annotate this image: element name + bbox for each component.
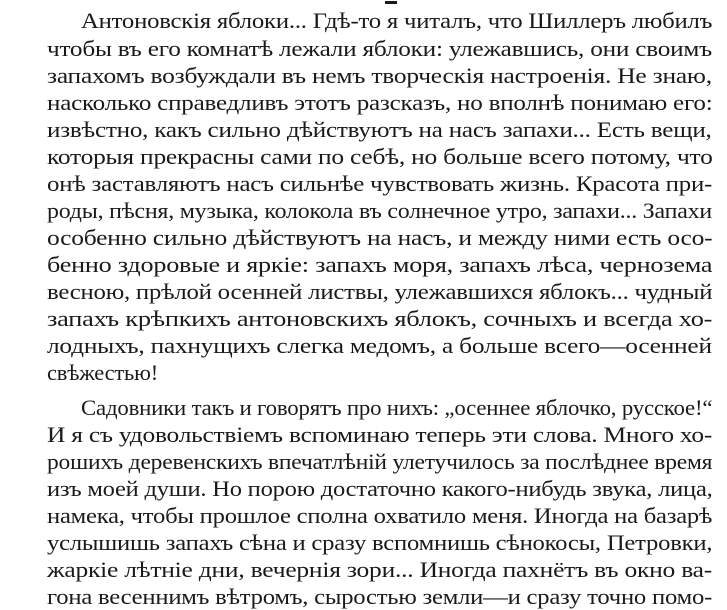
text-line: услышишь запахъ сѣна и сразу вспомнишь сѣнокосы, Петровки, <box>47 530 713 555</box>
text-line: Садовники такъ и говорятъ про нихъ: „осеннее яблочко, русское!“ <box>81 395 713 420</box>
text-line: намека, чтобы прошлое сполна охватило меня. Иногда на базарѣ <box>47 503 713 528</box>
text-line: роды, пѣсня, музыка, колокола въ солнечное утро, запахи... Запахи <box>47 198 712 223</box>
text-line: онѣ заставляютъ насъ сильнѣе чувствовать жизнь. Красота при- <box>47 171 713 196</box>
text-line: насколько справедливъ этотъ разсказъ, но вполнѣ понимаю его: <box>47 90 713 115</box>
text-line: свѣжестью! <box>47 360 159 385</box>
text-line: чтобы въ его комнатѣ лежали яблоки: улежавшись, они своимъ <box>47 36 712 61</box>
text-line: лодныхъ, пахнущихъ слегка медомъ, а больше всего—осенней <box>47 333 712 358</box>
text-line: гона весеннимъ вѣтромъ, сыростью земли—и сразу точно помо- <box>47 584 713 609</box>
text-line: рошихъ деревенскихъ впечатлѣній улетучилось за послѣднее время <box>47 449 713 474</box>
page-number-fragment <box>385 0 397 4</box>
text-line: Антоновскія яблоки... Гдѣ-то я читалъ, что Шиллеръ любилъ <box>81 8 713 33</box>
text-line: весною, прѣлой осенней листвы, улежавшихся яблокъ... чудный <box>47 279 713 304</box>
text-line: жаркіе лѣтніе дни, вечернія зори... Иногда пахнётъ въ окно ва- <box>47 557 713 582</box>
text-line: изъ моей души. Но порою достаточно какого-нибудь звука, лица, <box>47 476 713 501</box>
text-line: особенно сильно дѣйствуютъ на насъ, и между ними есть осо- <box>47 225 713 250</box>
text-line: извѣстно, какъ сильно дѣйствуютъ на насъ запахи... Есть вещи, <box>47 117 712 142</box>
text-line: которыя прекрасны сами по себѣ, но больше всего потому, что <box>47 144 713 169</box>
text-line: запахъ крѣпкихъ антоновскихъ яблокъ, сочныхъ и всегда хо- <box>47 306 713 331</box>
text-line: И я съ удовольствіемъ вспоминаю теперь эти слова. Много хо- <box>47 422 713 447</box>
text-line: запахомъ возбуждали въ немъ творческія настроенія. Не знаю, <box>47 63 712 88</box>
text-line: бенно здоровые и яркіе: запахъ моря, запахъ лѣса, чернозема <box>47 252 713 277</box>
